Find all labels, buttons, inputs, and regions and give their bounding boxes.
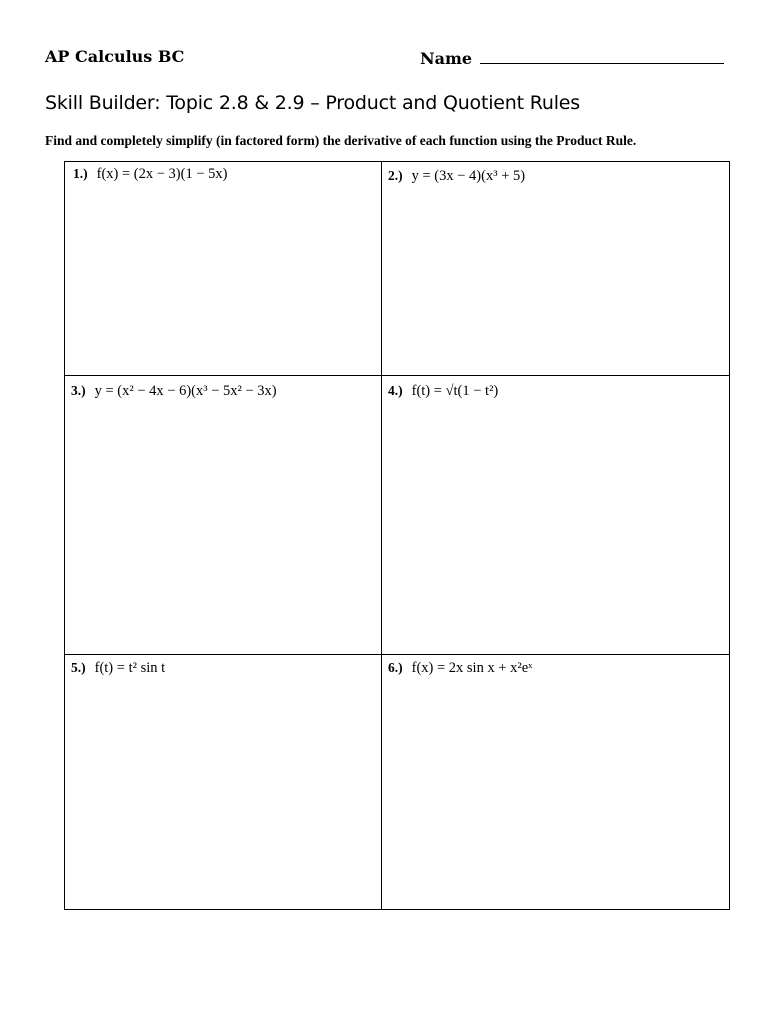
course-title: AP Calculus BC [45,47,185,66]
problem-number: 2.) [388,168,403,183]
problem-number: 6.) [388,660,403,675]
problem-expression: y = (3x − 4)(x³ + 5) [411,168,526,184]
problem-number: 3.) [71,383,86,398]
problem-6 [388,660,532,677]
problem-expression: f(x) = 2x sin x + x²eˣ [411,660,533,676]
problem-expression: f(t) = √t(1 − t²) [411,383,499,399]
problem-cell-6[interactable] [382,655,730,909]
problem-expression: f(x) = (2x − 3)(1 − 5x) [96,166,228,182]
problem-2 [388,168,525,185]
problem-cell-4[interactable] [382,376,730,654]
problem-cell-2[interactable] [382,162,730,375]
problem-cell-1[interactable] [65,162,381,375]
name-field [420,47,724,68]
name-blank-line[interactable] [480,47,724,64]
problem-cell-3[interactable] [65,376,381,654]
problem-expression: y = (x² − 4x − 6)(x³ − 5x² − 3x) [94,383,277,399]
problem-number: 4.) [388,383,403,398]
worksheet-title: Skill Builder: Topic 2.8 & 2.9 – Product and Quotient Rules [45,92,580,114]
problem-3 [71,383,277,400]
problem-1 [73,166,227,183]
name-label: Name [420,49,473,68]
instructions: Find and completely simplify (in factored form) the derivative of each function using the Product Rule. [45,133,637,148]
problem-number: 5.) [71,660,86,675]
problem-grid [64,161,730,910]
problem-expression: f(t) = t² sin t [94,660,166,676]
problem-4 [388,383,498,400]
problem-5 [71,660,165,677]
problem-cell-5[interactable] [65,655,381,909]
problem-number: 1.) [73,166,88,181]
